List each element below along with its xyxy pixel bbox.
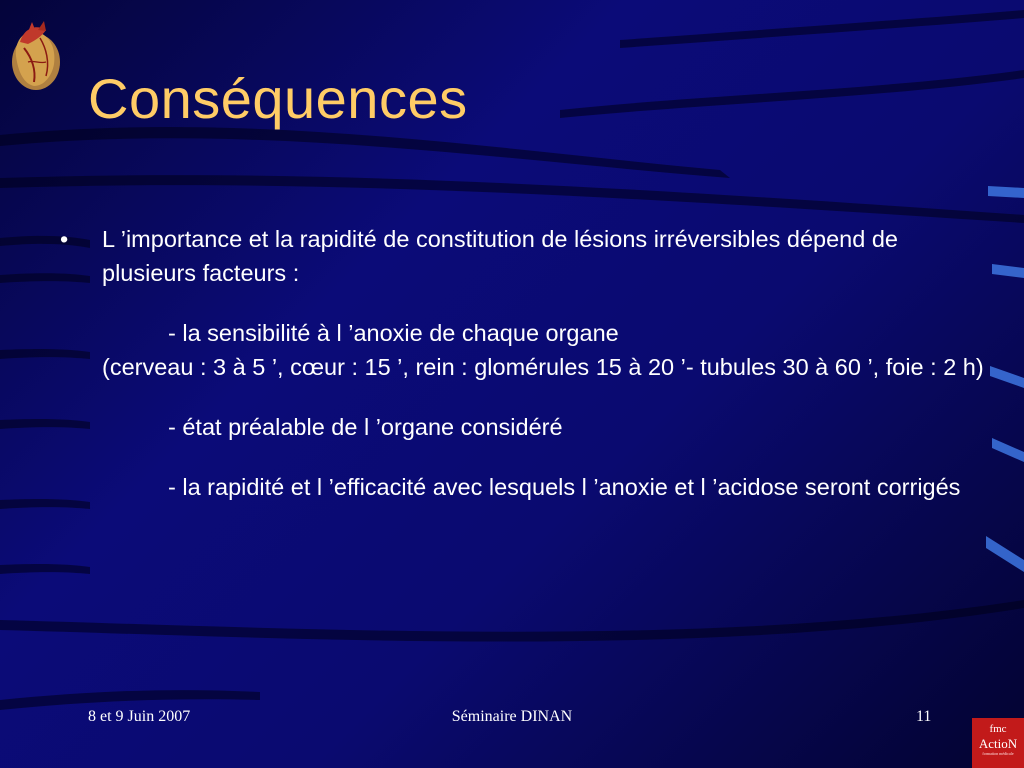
slide-body [60,222,990,504]
factor-item [60,410,990,444]
factor-detail: (cerveau : 3 à 5 ’, cœur : 15 ’, rein : glomérules 15 à 20 ’- tubules 30 à 60 ’, foie : 2 h) [102,354,984,380]
page-number: 11 [916,708,932,725]
factor-item [60,470,990,504]
heart-icon [6,18,66,92]
slide-title: Conséquences [88,67,468,130]
logo-line1: fmc [989,723,1007,735]
bullet-marker: • [60,226,69,252]
factor-item [60,316,990,384]
factor-line: - la rapidité et l ’efficacité avec lesquels l ’anoxie et l ’acidose seront corrigés [168,474,961,500]
footer-date: 8 et 9 Juin 2007 [88,708,191,725]
logo-line3: formation médicale [982,751,1014,756]
factor-line: - état préalable de l ’organe considéré [168,414,563,440]
bullet-item [60,222,990,290]
logo-line2: ActioN [978,736,1018,751]
fmc-action-logo [972,718,1024,768]
bullet-text: L ’importance et la rapidité de constitution de lésions irréversibles dépend de plusieurs facteurs : [102,226,898,286]
footer-title: Séminaire DINAN [451,708,573,725]
factor-line: - la sensibilité à l ’anoxie de chaque organe [168,320,619,346]
